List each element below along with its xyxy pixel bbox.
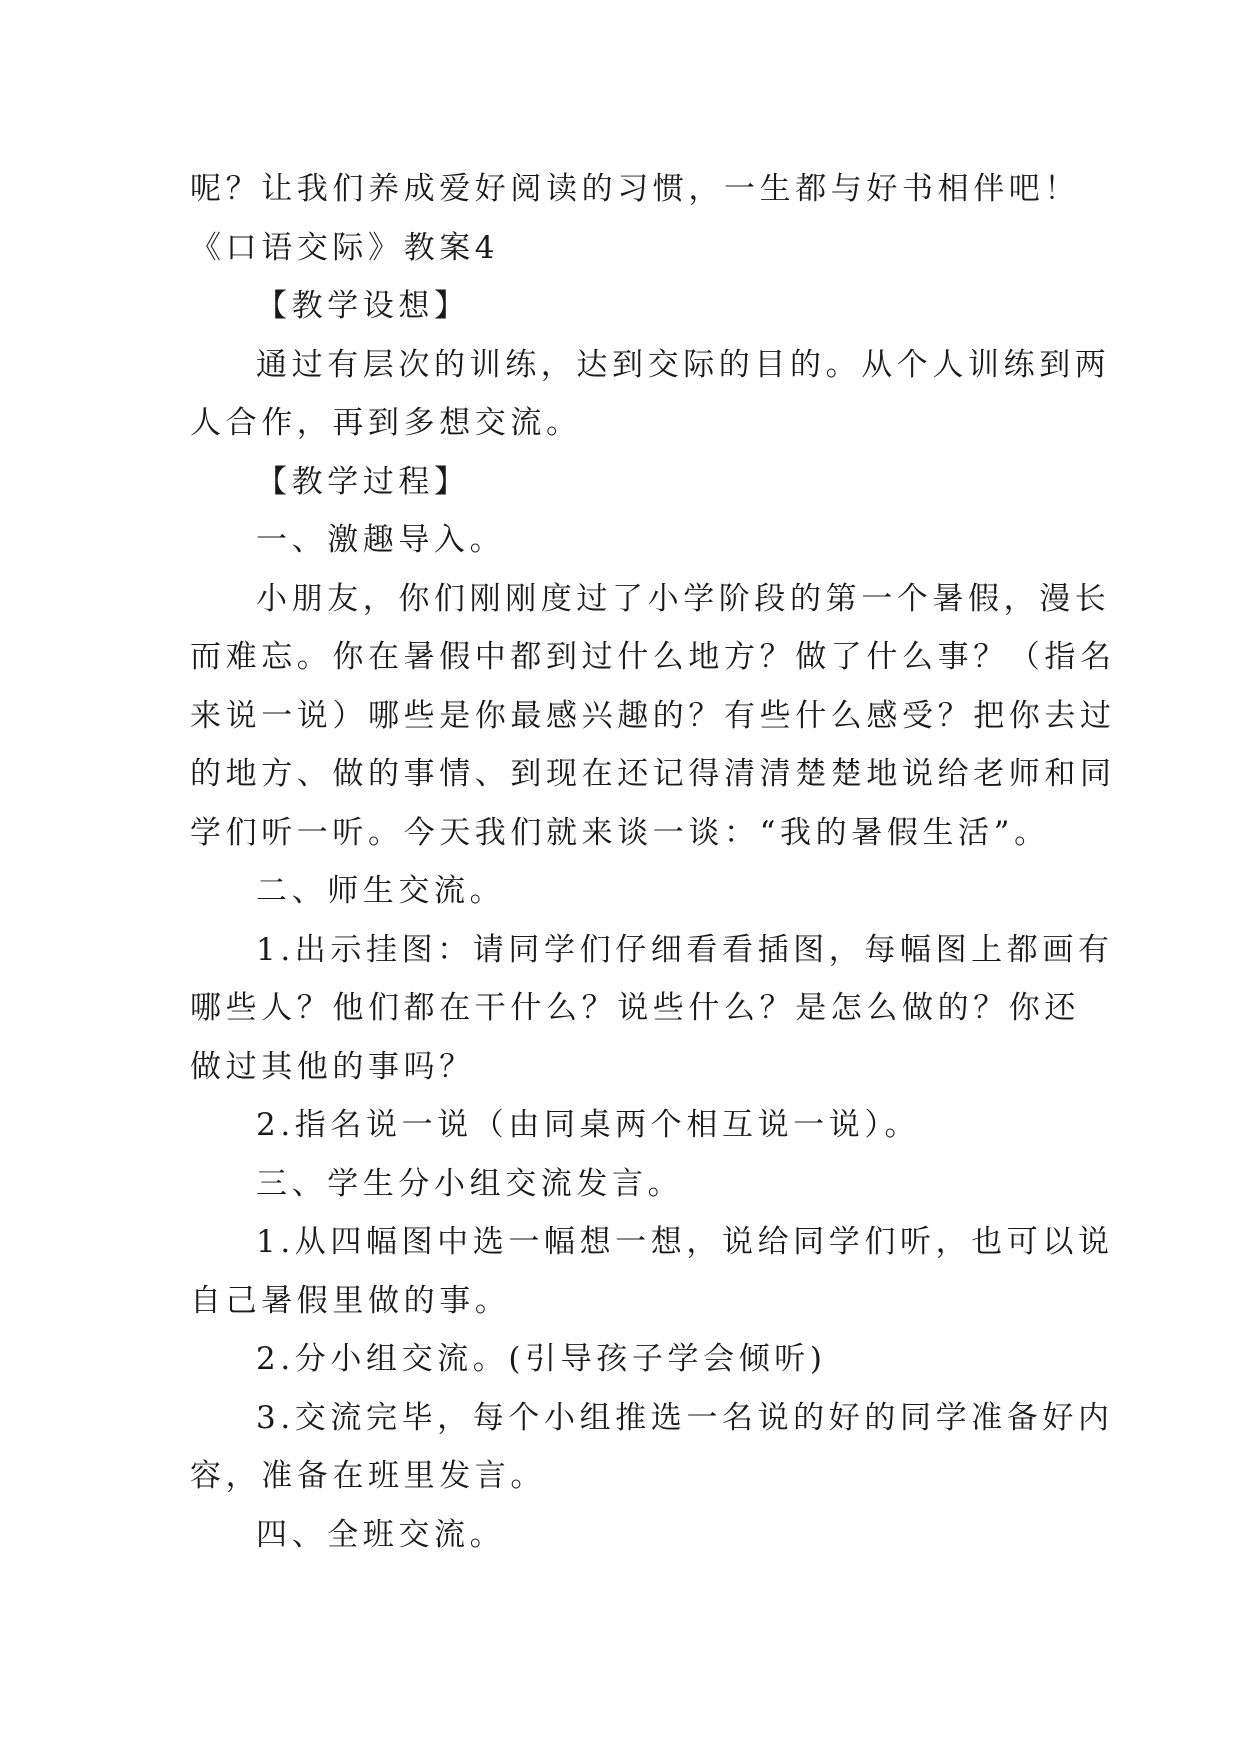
step-heading: 三、学生分小组交流发言。 <box>256 1165 684 1202</box>
text-line: 自己暑假里做的事。 <box>190 1282 511 1319</box>
text-line: 来说一说）哪些是你最感兴趣的？有些什么感受？把你去过 <box>190 697 1116 734</box>
text-line: 而难忘。你在暑假中都到过什么地方？做了什么事？（指名 <box>190 639 1116 675</box>
list-item: 1.出示挂图：请同学们仔细看看插图，每幅图上都画有 <box>256 931 1114 968</box>
text-line: 呢？让我们养成爱好阅读的习惯，一生都与好书相伴吧！ <box>190 171 1080 207</box>
section-title: 《口语交际》教案4 <box>190 229 500 266</box>
document-body <box>190 160 1116 1564</box>
step-heading: 二、师生交流。 <box>256 873 506 909</box>
list-item: 2.指名说一说（由同桌两个相互说一说）。 <box>256 1107 921 1143</box>
heading-teaching-idea: 【教学设想】 <box>256 288 470 324</box>
list-item: 1.从四幅图中选一幅想一想，说给同学们听，也可以说 <box>256 1224 1114 1260</box>
text-line: 通过有层次的训练，达到交际的目的。从个人训练到两 <box>256 346 1111 383</box>
text-line: 的地方、做的事情、到现在还记得清清楚楚地说给老师和同 <box>190 756 1116 792</box>
step-heading: 一、激趣导入。 <box>256 522 506 558</box>
list-item: 2.分小组交流。(引导孩子学会倾听) <box>256 1341 827 1377</box>
text-line: 小朋友，你们刚刚度过了小学阶段的第一个暑假，漫长 <box>256 580 1111 617</box>
text-line: 哪些人？他们都在干什么？说些什么？是怎么做的？你还 <box>190 990 1080 1026</box>
step-heading: 四、全班交流。 <box>256 1516 506 1553</box>
text-line: 容，准备在班里发言。 <box>190 1458 546 1494</box>
text-line: 学们听一听。今天我们就来谈一谈：“我的暑假生活”。 <box>190 814 1050 851</box>
heading-teaching-process: 【教学过程】 <box>256 463 470 500</box>
text-line: 人合作，再到多想交流。 <box>190 405 582 441</box>
text-line: 做过其他的事吗？ <box>190 1048 475 1085</box>
list-item: 3.交流完毕，每个小组推选一名说的好的同学准备好内 <box>256 1399 1114 1436</box>
